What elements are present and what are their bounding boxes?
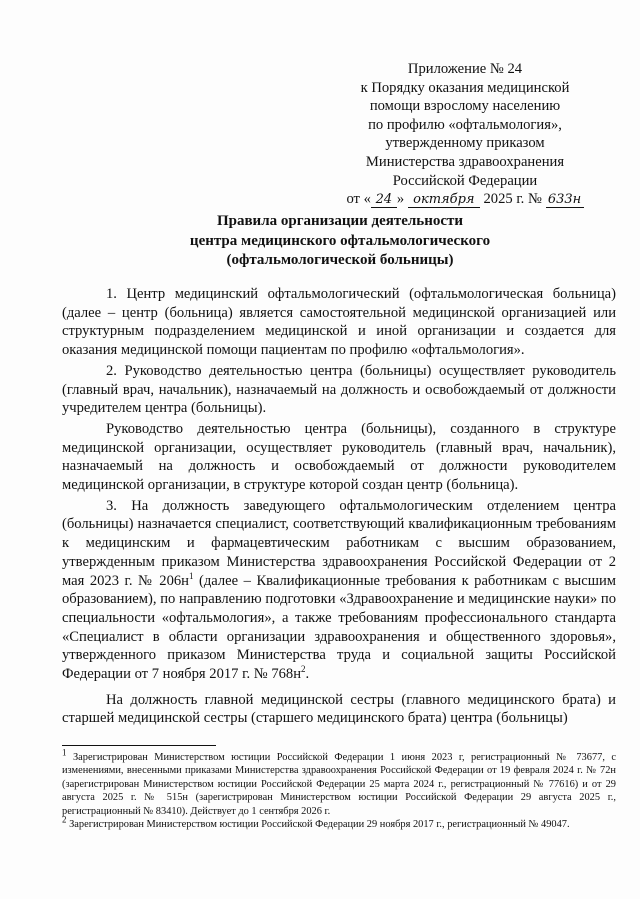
paragraph-1: 1. Центр медицинский офтальмологический (офтальмологическая больница) (далее – центр (больница) является самостоятельной медицинской организацией или структурным подразделением медицинской и иной организации и создается для оказания медицинской помощи пациентам по профилю «офтальмология». [62,286,616,359]
paragraph-2-continued: Руководство деятельностью центра (больницы), созданного в структуре медицинской организации, осуществляет руководитель (главный врач, начальник), назначаемый на должность и освобождаемый от должности руководителем медицинской организации, в структуре которой создан центр (больница). [62,420,616,494]
annex-line: к Порядку оказания медицинской [360,79,570,96]
title-line: (офтальмологической больницы) [226,252,454,268]
annex-number: Приложение № 24 [407,61,523,77]
footnote-ref-1: 1 [189,570,194,581]
date-year: 2025 г. № [483,191,542,208]
paragraph-3-text: 3. На должность заведующего офтальмологическим отделением центра (больницы) назначается специалист, соответствующий квалификационным требованиям к медицинским и фармацевтическим работникам с высшим образованием, утвержденным приказом Министерства здравоохранения Российской Федерации от 2 мая 2023 г. № 206н [62,497,616,589]
footnote-ref-2: 2 [301,664,306,675]
paragraph-3 [62,497,616,684]
footnote-text: Зарегистрирован Министерством юстиции Российской Федерации 1 июня 2023 г, регистрационный № 73677, с изменениями, внесенными приказами Министерства здравоохранения Российской Федерации от 19 февраля 2024 г. № 72н (зарегистрирован Министерством юстиции Российской Федерации 25 марта 2024 г., регистрационный № 77616) и от 29 августа 2025 г. № 515н (зарегистрирован Министерством юстиции Российской Федерации 29 августа 2025 г., регистрационный № 83410). Действует до 1 сентября 2026 г. [62,752,616,817]
annex-line: Российской Федерации [392,172,538,189]
paragraph-4: На должность главной медицинской сестры (главного медицинского брата) и старшей медицинской сестры (старшего медицинского брата) центра (больницы) [62,691,616,727]
footnote-mark: 2 [62,814,67,825]
footnote-divider [62,745,216,746]
handwritten-order-number: 633н [546,193,584,208]
title-line: центра медицинского офтальмологического [189,232,491,249]
paragraph-3-end: . [305,666,310,683]
title-line: Правила организации деятельности [216,213,464,229]
annex-line: утвержденному приказом [385,135,545,152]
order-date-line [340,190,590,209]
handwritten-month: октября [408,193,480,208]
document-body [62,285,616,730]
document-title [60,212,620,271]
footnotes [62,747,616,831]
footnote-text: Зарегистрирован Министерством юстиции Российской Федерации 29 ноября 2017 г., регистрационный № 49047. [66,819,570,831]
annex-line: по профилю «офтальмология», [368,116,562,133]
footnote-1 [62,747,616,818]
paragraph-3-text: (далее – Квалификационные требования к работникам с высшим образованием), по направлению подготовки «Здравоохранение и медицинские науки» по специальности «офтальмология», а также требованиям профессионального стандарта «Специалист в области организации здравоохранения и общественного здоровья», утвержденного приказом Министерства труда и социальной защиты Российской Федерации от 7 ноября 2017 г. № 768н [62,572,616,683]
annex-line: помощи взрослому населению [369,98,561,115]
annex-header [340,60,590,209]
paragraph-2: 2. Руководство деятельностью центра (больницы) осуществляет руководитель (главный врач, начальник), назначаемый на должность и освобождаемый от должности учредителем центра (больницы). [62,362,616,417]
footnote-2 [62,814,616,831]
footnote-mark: 1 [62,747,67,758]
handwritten-day: 24 [371,193,397,208]
date-prefix: от « [346,191,371,208]
date-close-quote: » [396,191,405,208]
annex-line: Министерства здравоохранения [365,153,565,170]
